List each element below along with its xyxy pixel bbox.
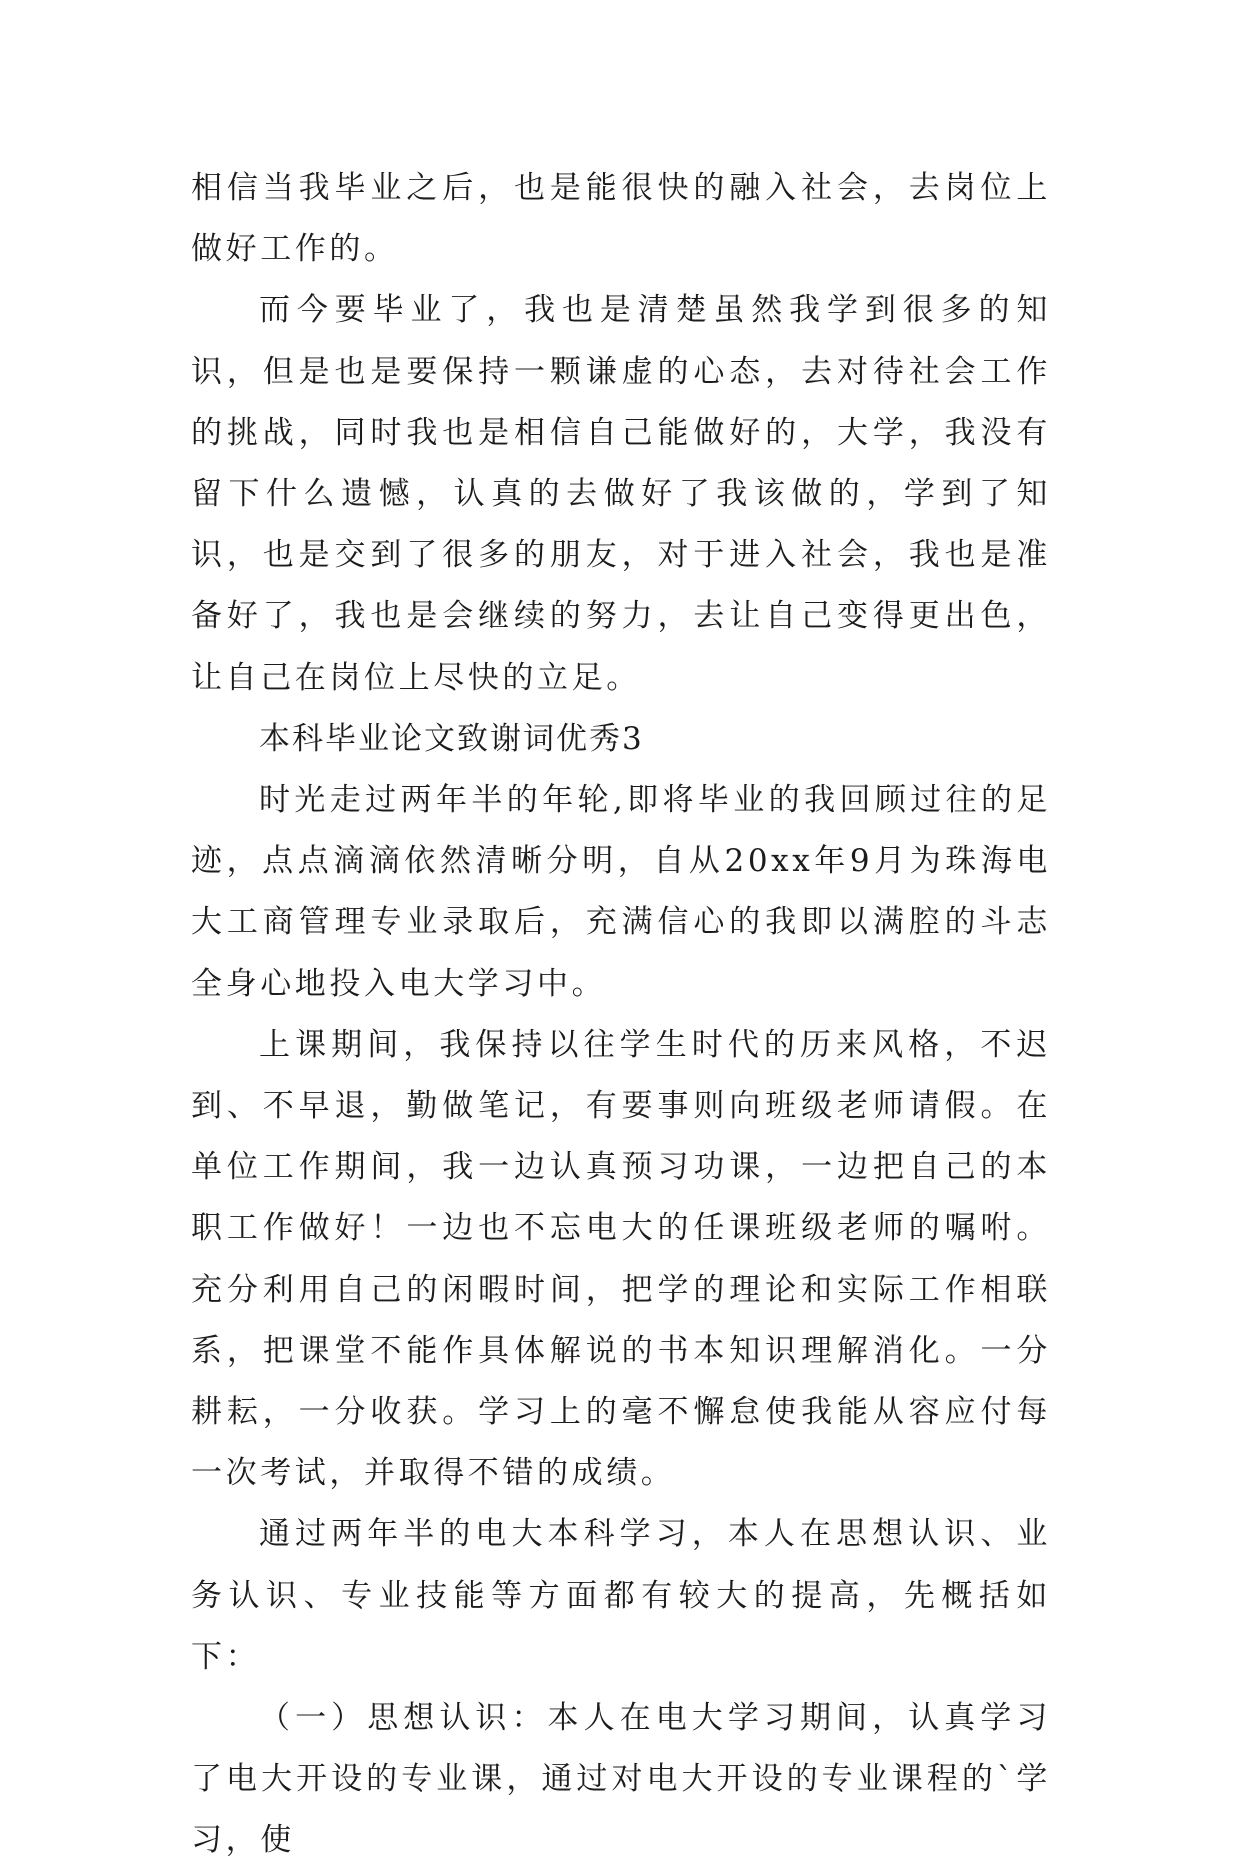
paragraph-2: 而今要毕业了，我也是清楚虽然我学到很多的知识，但是也是要保持一颗谦虚的心态，去对待社会工作的挑战，同时我也是相信自己能做好的，大学，我没有留下什么遗憾，认真的去做好了我该做的，学到了知识，也是交到了很多的朋友，对于进入社会，我也是准备好了，我也是会继续的努力，去让自己变得更出色，让自己在岗位上尽快的立足。: [191, 292, 1051, 696]
section-heading: 本科毕业论文致谢词优秀3: [259, 720, 644, 757]
body-text: [191, 158, 1051, 1872]
paragraph-3: 时光走过两年半的年轮,即将毕业的我回顾过往的足迹，点点滴滴依然清晰分明，自从20xx年9月为珠海电大工商管理专业录取后，充满信心的我即以满腔的斗志全身心地投入电大学习中。: [191, 782, 1051, 1002]
paragraph-6: （一）思想认识：本人在电大学习期间，认真学习了电大开设的专业课，通过对电大开设的专业课程的`学习，使: [191, 1700, 1051, 1859]
paragraph-4: 上课期间，我保持以往学生时代的历来风格，不迟到、不早退，勤做笔记，有要事则向班级老师请假。在单位工作期间，我一边认真预习功课，一边把自己的本职工作做好！一边也不忘电大的任课班级老师的嘱咐。充分利用自己的闲暇时间，把学的理论和实际工作相联系，把课堂不能作具体解说的书本知识理解消化。一分耕耘，一分收获。学习上的毫不懈怠使我能从容应付每一次考试，并取得不错的成绩。: [191, 1026, 1051, 1492]
paragraph-1: 相信当我毕业之后，也是能很快的融入社会，去岗位上做好工作的。: [191, 170, 1051, 268]
paragraph-5: 通过两年半的电大本科学习，本人在思想认识、业务认识、专业技能等方面都有较大的提高，先概括如下：: [191, 1516, 1051, 1675]
